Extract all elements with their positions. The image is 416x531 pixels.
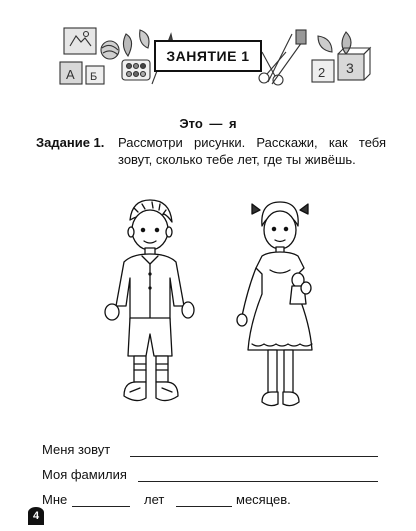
age-years-field-line[interactable] [72, 506, 130, 507]
letter-cubes-icon [60, 62, 104, 84]
name-field-line[interactable] [130, 456, 378, 457]
chalkboard-icon [64, 28, 96, 54]
task-label: Задание 1. [36, 135, 105, 150]
scissors-icon [259, 52, 286, 85]
section-title: Это — я [179, 116, 237, 131]
page-number-badge: 4 [28, 507, 44, 525]
pen-icon [268, 30, 306, 84]
girl-figure [232, 196, 328, 418]
svg-text:А: А [66, 67, 75, 82]
svg-text:Б: Б [90, 71, 98, 83]
task-text: Рассмотри рисунки. Расскажи, как тебя зовут, сколько тебе лет, где ты живёшь. [118, 135, 386, 167]
svg-text:3: 3 [346, 60, 354, 76]
surname-label: Моя фамилия [42, 467, 127, 482]
name-label: Меня зовут [42, 442, 111, 457]
age-months-label: месяцев. [236, 492, 291, 507]
paint-palette-icon [122, 60, 150, 80]
lesson-title: ЗАНЯТИЕ 1 [154, 40, 262, 72]
age-months-field-line[interactable] [176, 506, 232, 507]
surname-field-line[interactable] [138, 481, 378, 482]
age-years-label: лет [144, 492, 165, 507]
number-cubes-icon [312, 48, 370, 82]
svg-text:2: 2 [318, 65, 326, 80]
age-prefix-label: Мне [42, 492, 68, 507]
boy-figure [96, 196, 204, 418]
